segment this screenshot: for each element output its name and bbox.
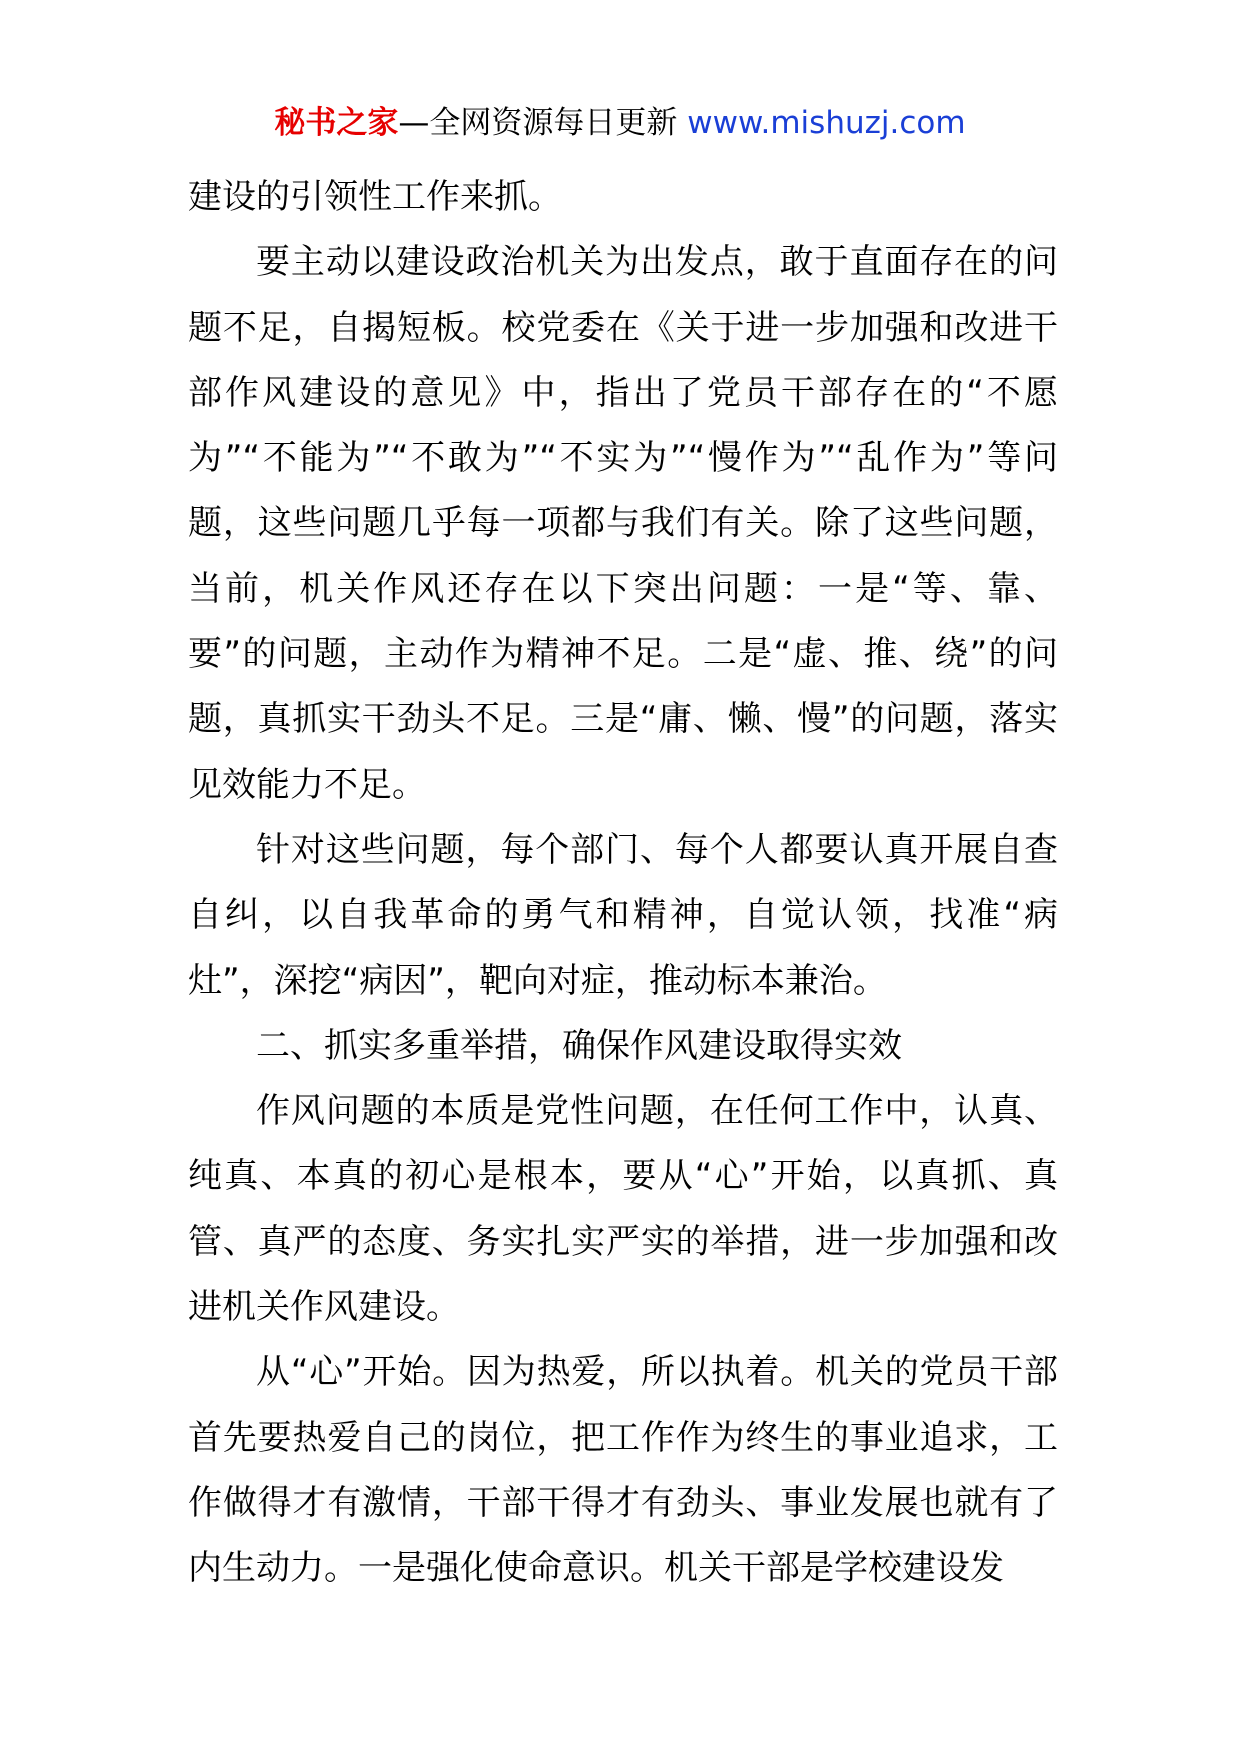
website-link[interactable]: www.mishuzj.com xyxy=(687,105,966,141)
paragraph: 针对这些问题，每个部门、每个人都要认真开展自查自纠，以自我革命的勇气和精神，自觉认领，找准“病灶”，深挖“病因”，靶向对症，推动标本兼治。 xyxy=(188,829,1058,1001)
brand-name: 秘书之家 xyxy=(274,105,399,141)
section-heading: 二、抓实多重举措，确保作风建设取得实效 xyxy=(256,1025,902,1066)
page-header xyxy=(0,100,1240,146)
paragraph: 从“心”开始。因为热爱，所以执着。机关的党员干部首先要热爱自己的岗位，把工作作为终生的事业追求，工作做得才有激情，干部干得才有劲头、事业发展也就有了内生动力。一是强化使命意识。机关干部是学校建设发 xyxy=(188,1352,1058,1589)
header-slogan: —全网资源每日更新 xyxy=(398,105,688,141)
paragraph: 要主动以建设政治机关为出发点，敢于直面存在的问题不足，自揭短板。校党委在《关于进一步加强和改进干部作风建设的意见》中，指出了党员干部存在的“不愿为”“不能为”“不敢为”“不实为”“慢作为”“乱作为”等问题，这些问题几乎每一项都与我们有关。除了这些问题，当前，机关作风还存在以下突出问题：一是“等、靠、要”的问题，主动作为精神不足。二是“虚、推、绕”的问题，真抓实干劲头不足。三是“庸、懒、慢”的问题，落实见效能力不足。 xyxy=(188,242,1058,805)
paragraph-continuation: 建设的引领性工作来抓。 xyxy=(188,177,562,217)
document-body xyxy=(188,165,1058,1602)
paragraph: 作风问题的本质是党性问题，在任何工作中，认真、纯真、本真的初心是根本，要从“心”开始，以真抓、真管、真严的态度、务实扎实严实的举措，进一步加强和改进机关作风建设。 xyxy=(188,1091,1058,1328)
